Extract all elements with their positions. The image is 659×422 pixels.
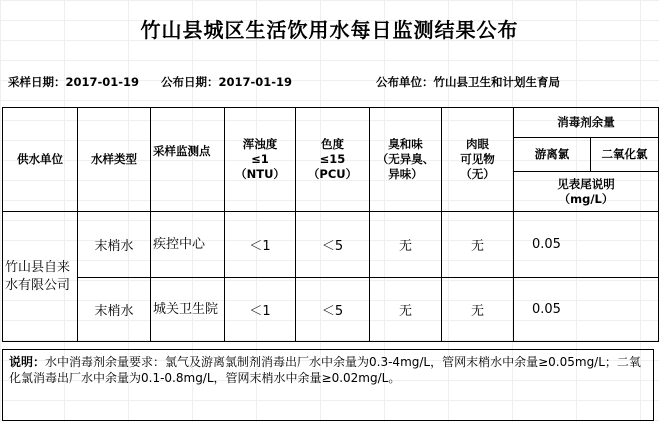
header-note-ref <box>514 172 659 212</box>
page-title: 竹山县城区生活饮用水每日监测结果公布 <box>140 18 519 42</box>
header-chlorine-dioxide: 二氧化氯 <box>591 138 659 172</box>
publish-date-value: 2017-01-19 <box>218 75 293 89</box>
cell-turbidity: ＜1 <box>225 212 296 278</box>
footnote <box>2 349 654 421</box>
header-turbidity <box>225 108 296 212</box>
cell-turbidity: ＜1 <box>225 278 296 342</box>
header-supplier: 供水单位 <box>3 108 78 212</box>
cell-disinfectant: 0.05 <box>514 212 659 278</box>
publisher-value: 竹山县卫生和计划生育局 <box>433 75 560 89</box>
header-odor <box>370 108 442 212</box>
odor-desc1: （无异臭、 <box>376 152 435 166</box>
header-water-type: 水样类型 <box>78 108 151 212</box>
results-table <box>2 107 659 342</box>
odor-name: 臭和味 <box>388 137 423 151</box>
header-free-chlorine: 游离氯 <box>514 138 591 172</box>
turbidity-name: 浑浊度 <box>242 137 278 151</box>
footnote-text: 水中消毒剂余量要求：氯气及游离氯制剂消毒出厂水中余量为0.3-4mg/L，管网末梢水中余量≥0.05mg/L；二氧化氯消毒出厂水中余量为0.1-0.8mg/L，管网末梢水中余量≥0.02mg/L。 <box>9 355 641 385</box>
cell-sample-point: 疾控中心 <box>151 212 225 278</box>
publish-date-label: 公布日期： <box>161 75 219 89</box>
sample-date-label: 采样日期： <box>8 75 66 89</box>
cell-visible: 无 <box>442 212 514 278</box>
cell-color: ＜5 <box>296 278 370 342</box>
footnote-label: 说明： <box>9 355 46 369</box>
cell-water-type: 末梢水 <box>78 212 151 278</box>
publisher-label: 公布单位： <box>376 75 434 89</box>
sample-date <box>8 74 139 90</box>
color-limit: ≤15 <box>319 152 346 166</box>
cell-disinfectant: 0.05 <box>514 278 659 342</box>
cell-supplier: 竹山县自来水有限公司 <box>3 212 78 342</box>
note-ref-text: 见表尾说明 <box>557 176 615 191</box>
color-unit: （PCU） <box>307 167 358 181</box>
publisher <box>376 74 560 90</box>
header-color <box>296 108 370 212</box>
note-ref-unit: （mg/L） <box>558 191 614 206</box>
turbidity-unit: （NTU） <box>235 167 285 181</box>
turbidity-limit: ≤1 <box>251 152 269 166</box>
cell-visible: 无 <box>442 278 514 342</box>
header-sample-point: 采样监测点 <box>151 108 225 212</box>
table-row <box>3 212 659 278</box>
odor-desc2: 异味） <box>388 167 423 181</box>
cell-odor: 无 <box>370 212 442 278</box>
visible-name: 肉眼 <box>466 137 489 151</box>
color-name: 色度 <box>321 137 344 151</box>
publish-date <box>161 74 292 90</box>
cell-color: ＜5 <box>296 212 370 278</box>
header-visible <box>442 108 514 212</box>
cell-sample-point: 城关卫生院 <box>151 278 225 342</box>
cell-water-type: 末梢水 <box>78 278 151 342</box>
visible-desc1: 可见物 <box>460 152 495 166</box>
table-row <box>3 278 659 342</box>
sample-date-value: 2017-01-19 <box>65 75 140 89</box>
cell-odor: 无 <box>370 278 442 342</box>
visible-desc2: （无） <box>460 167 495 181</box>
header-disinfectant: 消毒剂余量 <box>514 108 659 138</box>
